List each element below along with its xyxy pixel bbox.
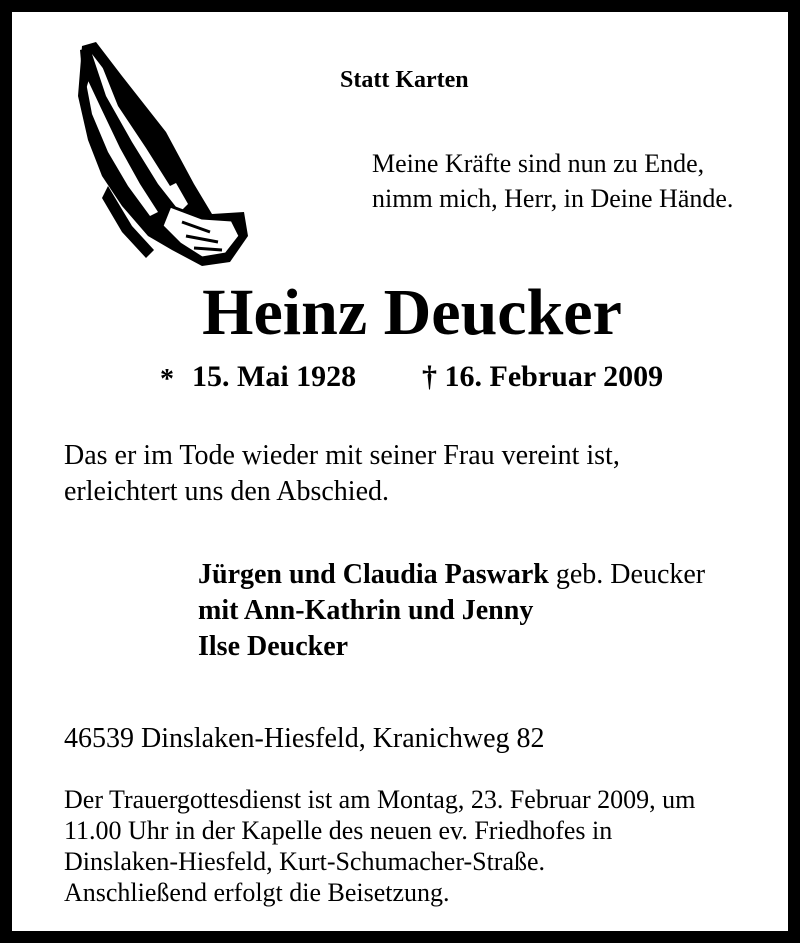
service-line-2: 11.00 Uhr in der Kapelle des neuen ev. Friedhofes in	[64, 816, 613, 845]
deceased-name: Heinz Deucker	[202, 276, 622, 349]
verse-line-1: Meine Kräfte sind nun zu Ende,	[372, 149, 705, 178]
service-line-4: Anschließend erfolgt die Beisetzung.	[64, 878, 450, 907]
mourner-names: Jürgen und Claudia Paswark	[198, 559, 549, 590]
mourners	[198, 557, 705, 665]
verse	[372, 146, 733, 216]
statt-karten-label: Statt Karten	[340, 67, 469, 93]
birth-symbol: *	[160, 364, 174, 395]
service-notice	[64, 784, 695, 908]
service-line-1: Der Trauergottesdienst ist am Montag, 23. Februar 2009, um	[64, 785, 696, 814]
quote-line-2: erleichtert uns den Abschied.	[64, 476, 390, 507]
death-date: † 16. Februar 2009	[422, 360, 664, 393]
quote-line-1: Das er im Tode wieder mit seiner Frau vereint ist,	[64, 440, 620, 471]
verse-line-2: nimm mich, Herr, in Deine Hände.	[372, 184, 734, 213]
mourner-line-3: Ilse Deucker	[198, 631, 349, 662]
maiden-name: geb. Deucker	[548, 559, 706, 590]
mourner-line-2: mit Ann-Kathrin und Jenny	[198, 595, 534, 626]
address: 46539 Dinslaken-Hiesfeld, Kranichweg 82	[64, 723, 545, 754]
mourner-line-1	[198, 557, 705, 593]
service-line-3: Dinslaken-Hiesfeld, Kurt-Schumacher-Straße.	[64, 847, 546, 876]
birth-date: 15. Mai 1928	[192, 360, 357, 393]
praying-hands-icon	[62, 36, 248, 268]
quote	[64, 438, 620, 510]
